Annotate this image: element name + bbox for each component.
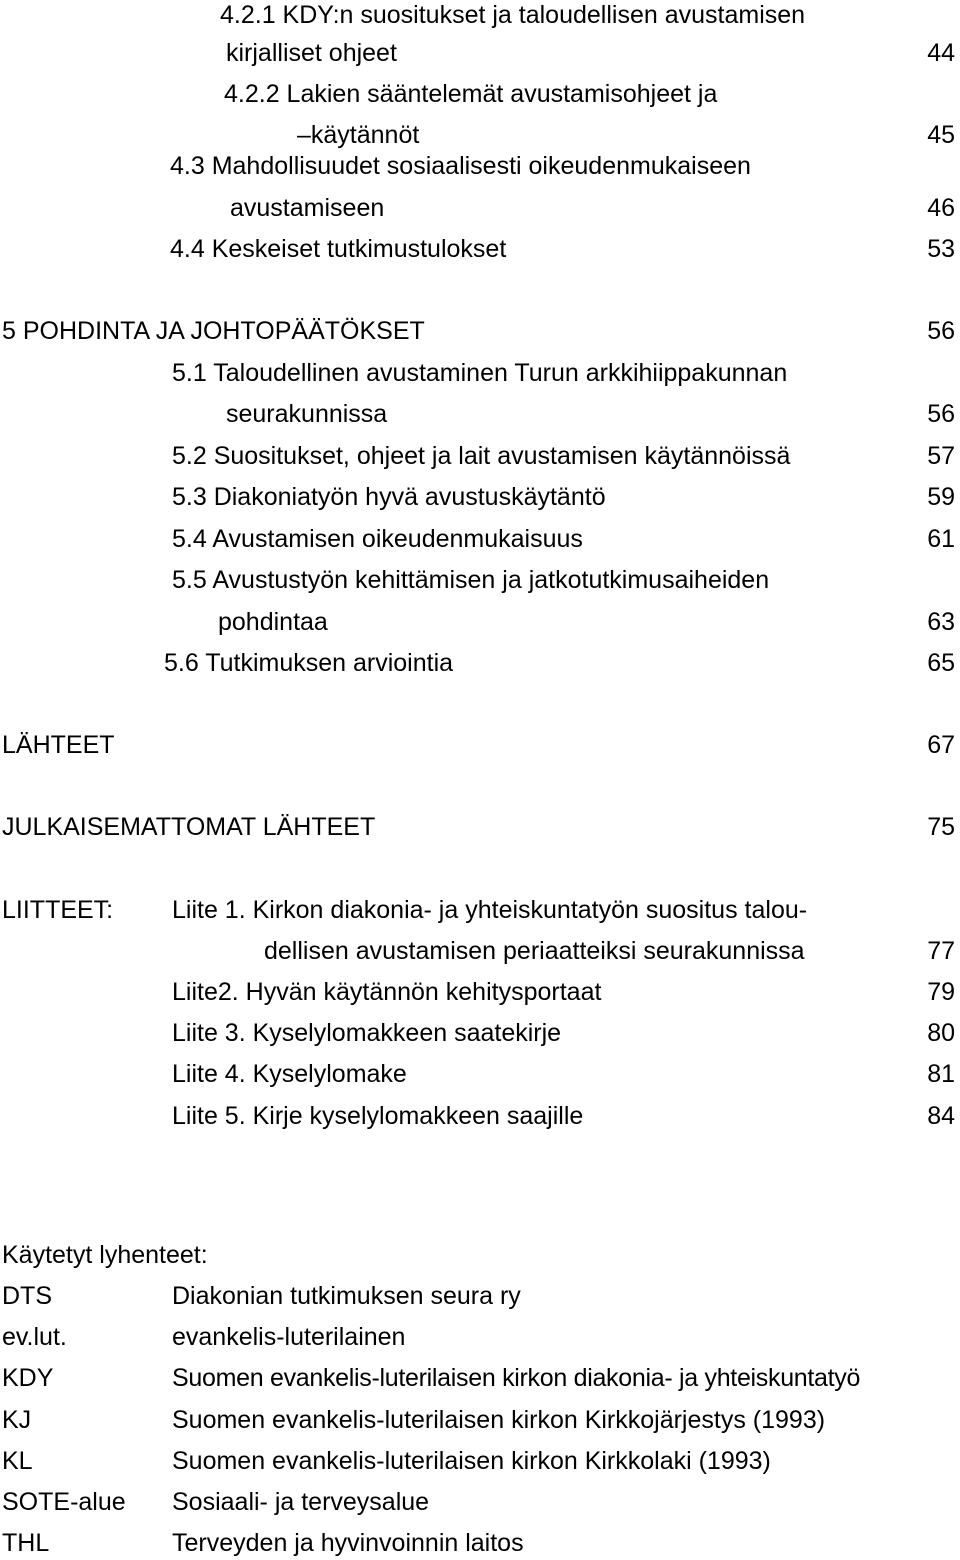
toc-liite-2-page: 79	[927, 978, 955, 1006]
toc-entry-5-page: 56	[927, 317, 955, 345]
toc-entry-4-2-2-page: 45	[927, 121, 955, 149]
toc-entry-5-4-page: 61	[927, 525, 955, 553]
toc-liite-5-page: 84	[927, 1102, 955, 1130]
toc-entry-5-1-title: 5.1 Taloudellinen avustaminen Turun arkkihiippakunnan	[172, 359, 788, 387]
abbreviation-evlut: ev.lut.	[2, 1323, 67, 1351]
toc-liite-2-title: Liite2. Hyvän käytännön kehitysportaat	[172, 978, 602, 1006]
toc-entry-4-4-title: 4.4 Keskeiset tutkimustulokset	[170, 235, 507, 263]
abbreviation-dts: DTS	[2, 1282, 52, 1310]
toc-entry-julkaisemattomat-page: 75	[927, 813, 955, 841]
toc-entry-4-3-page: 46	[927, 194, 955, 222]
abbreviation-kj-meaning: Suomen evankelis-luterilaisen kirkon Kirkkojärjestys (1993)	[172, 1406, 826, 1434]
toc-entry-4-3-title-cont: avustamiseen	[230, 194, 385, 222]
toc-entry-5-5-title-cont: pohdintaa	[218, 608, 328, 636]
toc-liite-5-title: Liite 5. Kirje kyselylomakkeen saajille	[172, 1102, 584, 1130]
abbreviations-heading: Käytetyt lyhenteet:	[2, 1241, 208, 1269]
toc-liite-3-page: 80	[927, 1019, 955, 1047]
toc-liitteet-heading: LIITTEET:	[2, 896, 114, 924]
toc-entry-5-1-page: 56	[927, 400, 955, 428]
abbreviation-thl-meaning: Terveyden ja hyvinvoinnin laitos	[172, 1529, 524, 1557]
toc-entry-5-5-title: 5.5 Avustustyön kehittämisen ja jatkotutkimusaiheiden	[172, 566, 770, 594]
toc-entry-5-2-page: 57	[927, 442, 955, 470]
toc-liite-4-page: 81	[927, 1060, 955, 1088]
toc-entry-5-3-title: 5.3 Diakoniatyön hyvä avustuskäytäntö	[172, 483, 606, 511]
toc-entry-5-6-title: 5.6 Tutkimuksen arviointia	[164, 649, 454, 677]
toc-entry-4-4-page: 53	[927, 235, 955, 263]
toc-liite-1-title-cont: dellisen avustamisen periaatteiksi seurakunnissa	[264, 937, 805, 965]
toc-entry-5-3-page: 59	[927, 483, 955, 511]
toc-entry-5-5-page: 63	[927, 608, 955, 636]
toc-entry-5-title: 5 POHDINTA JA JOHTOPÄÄTÖKSET	[2, 317, 425, 345]
toc-entry-lahteet-page: 67	[927, 731, 955, 759]
abbreviation-kdy-meaning: Suomen evankelis-luterilaisen kirkon diakonia- ja yhteiskuntatyö	[172, 1364, 861, 1392]
abbreviation-kl: KL	[2, 1447, 33, 1475]
abbreviation-sote-meaning: Sosiaali- ja terveysalue	[172, 1488, 430, 1516]
toc-liite-1-title: Liite 1. Kirkon diakonia- ja yhteiskuntatyön suositus talou-	[172, 896, 808, 924]
toc-liite-1-page: 77	[927, 937, 955, 965]
toc-entry-5-6-page: 65	[927, 649, 955, 677]
toc-entry-5-2-title: 5.2 Suositukset, ohjeet ja lait avustamisen käytännöissä	[172, 442, 791, 470]
toc-entry-lahteet-title: LÄHTEET	[2, 731, 115, 759]
toc-entry-4-2-1-title-cont: kirjalliset ohjeet	[226, 39, 397, 67]
toc-entry-4-2-2-title-cont: –käytännöt	[297, 121, 420, 149]
abbreviation-kj: KJ	[2, 1406, 32, 1434]
abbreviation-thl: THL	[2, 1529, 50, 1557]
toc-liite-3-title: Liite 3. Kyselylomakkeen saatekirje	[172, 1019, 562, 1047]
toc-entry-5-1-title-cont: seurakunnissa	[226, 400, 388, 428]
abbreviation-dts-meaning: Diakonian tutkimuksen seura ry	[172, 1282, 521, 1310]
abbreviation-sote: SOTE-alue	[2, 1488, 126, 1516]
abbreviation-kdy: KDY	[2, 1364, 54, 1392]
toc-entry-5-4-title: 5.4 Avustamisen oikeudenmukaisuus	[172, 525, 583, 553]
toc-entry-4-2-1-title: 4.2.1 KDY:n suositukset ja taloudellisen avustamisen	[220, 1, 806, 29]
toc-entry-4-3-title: 4.3 Mahdollisuudet sosiaalisesti oikeudenmukaiseen	[170, 152, 751, 180]
toc-entry-4-2-1-page: 44	[927, 39, 955, 67]
abbreviation-evlut-meaning: evankelis-luterilainen	[172, 1323, 406, 1351]
toc-entry-julkaisemattomat-title: JULKAISEMATTOMAT LÄHTEET	[2, 813, 376, 841]
abbreviation-kl-meaning: Suomen evankelis-luterilaisen kirkon Kirkkolaki (1993)	[172, 1447, 771, 1475]
toc-liite-4-title: Liite 4. Kyselylomake	[172, 1060, 407, 1088]
toc-entry-4-2-2-title: 4.2.2 Lakien sääntelemät avustamisohjeet ja	[224, 80, 718, 108]
